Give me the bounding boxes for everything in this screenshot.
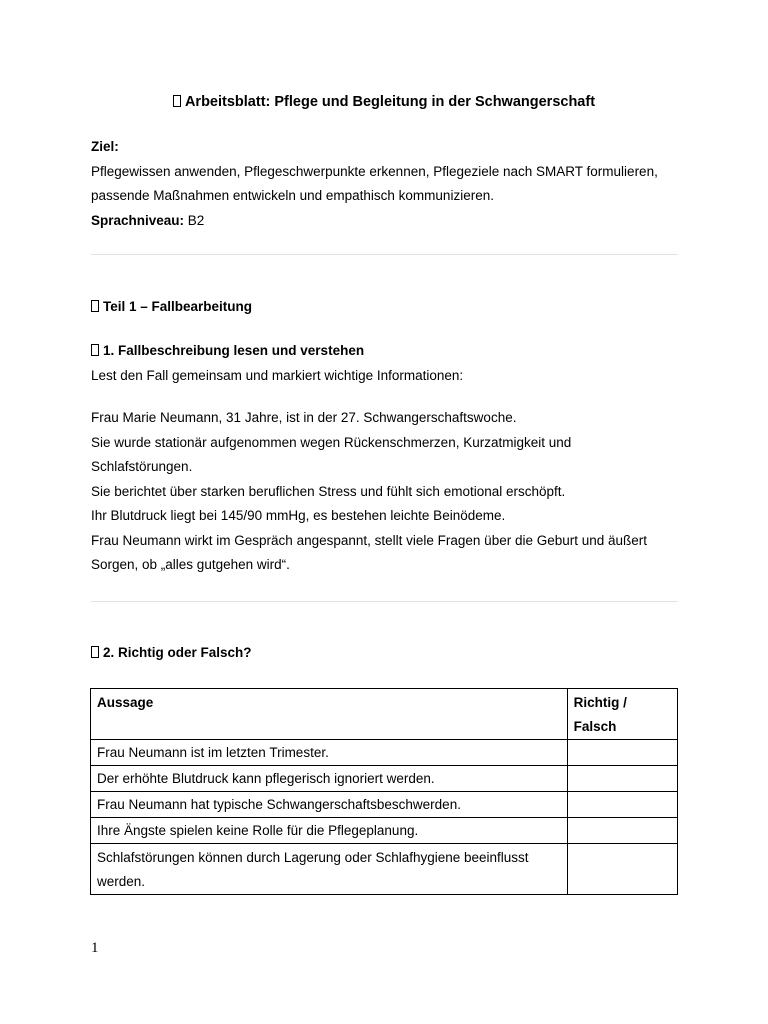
case-line: Sie wurde stationär aufgenommen wegen Rückenschmerzen, Kurzatmigkeit und [91,434,572,450]
table-row [91,792,678,818]
statement-line-1: Schlafstörungen können durch Lagerung oder Schlafhygiene beeinflusst [97,850,529,865]
case-line: Frau Marie Neumann, 31 Jahre, ist in der 27. Schwangerschaftswoche. [91,410,517,425]
section2-heading-text: 2. Richtig oder Falsch? [103,645,252,660]
header-rf-line-2: Falsch [573,719,617,734]
table-row [91,766,678,792]
section2-heading [91,643,252,663]
answer-cell[interactable] [567,766,677,792]
case-line: Sorgen, ob „alles gutgehen wird“. [91,557,290,572]
language-level-label: Sprachniveau: [91,212,185,228]
page-title [0,92,768,112]
statement-cell [91,844,568,895]
title-text: Arbeitsblatt: Pflege und Begleitung in der Schwangerschaft [184,94,596,110]
answer-cell[interactable] [567,844,677,895]
placeholder-glyph-icon [91,344,99,356]
goal-text-line-2: passende Maßnahmen entwickeln und empathisch kommunizieren. [91,188,494,203]
divider [91,254,678,255]
language-level-value: B2 [187,212,205,228]
goal-text-line-1: Pflegewissen anwenden, Pflegeschwerpunkte erkennen, Pflegeziele nach SMART formulieren, [91,163,658,179]
statement-cell: Frau Neumann hat typische Schwangerschaftsbeschwerden. [91,792,568,818]
placeholder-glyph-icon [91,646,99,658]
part1-heading [91,297,252,317]
statement-cell: Frau Neumann ist im letzten Trimester. [91,740,568,766]
section1-heading-text: 1. Fallbeschreibung lesen und verstehen [103,343,365,358]
answer-cell[interactable] [567,792,677,818]
language-level [91,209,681,234]
page-number: 1 [91,940,99,956]
table-row [91,818,678,844]
case-line: Ihr Blutdruck liegt bei 145/90 mmHg, es bestehen leichte Beinödeme. [91,508,506,523]
section1-intro-text: Lest den Fall gemeinsam und markiert wichtige Informationen: [91,368,464,383]
statement-cell: Der erhöhte Blutdruck kann pflegerisch ignoriert werden. [91,766,568,792]
case-line: Sie berichtet über starken beruflichen Stress und fühlt sich emotional erschöpft. [91,483,566,499]
header-aussage: Aussage [91,689,568,740]
case-line: Schlafstörungen. [91,459,193,474]
goal-label: Ziel: [91,139,119,154]
header-richtig-falsch [567,689,677,740]
case-line: Frau Neumann wirkt im Gespräch angespannt, stellt viele Fragen über die Geburt und äußert [91,532,648,548]
section1-heading [91,341,364,361]
section1-intro [91,364,681,389]
answer-cell[interactable] [567,740,677,766]
goal-section [91,135,681,233]
table-header-row [91,689,678,740]
answer-cell[interactable] [567,818,677,844]
table-row [91,844,678,895]
case-description [91,406,681,578]
divider [91,601,678,602]
statement-cell: Ihre Ängste spielen keine Rolle für die Pflegeplanung. [91,818,568,844]
statement-line-2: werden. [97,874,146,889]
table-row [91,740,678,766]
header-rf-line-1: Richtig / [573,695,627,710]
part1-heading-text: Teil 1 – Fallbearbeitung [103,299,253,314]
placeholder-glyph-icon [173,95,181,107]
true-false-table [90,688,678,895]
placeholder-glyph-icon [91,300,99,312]
